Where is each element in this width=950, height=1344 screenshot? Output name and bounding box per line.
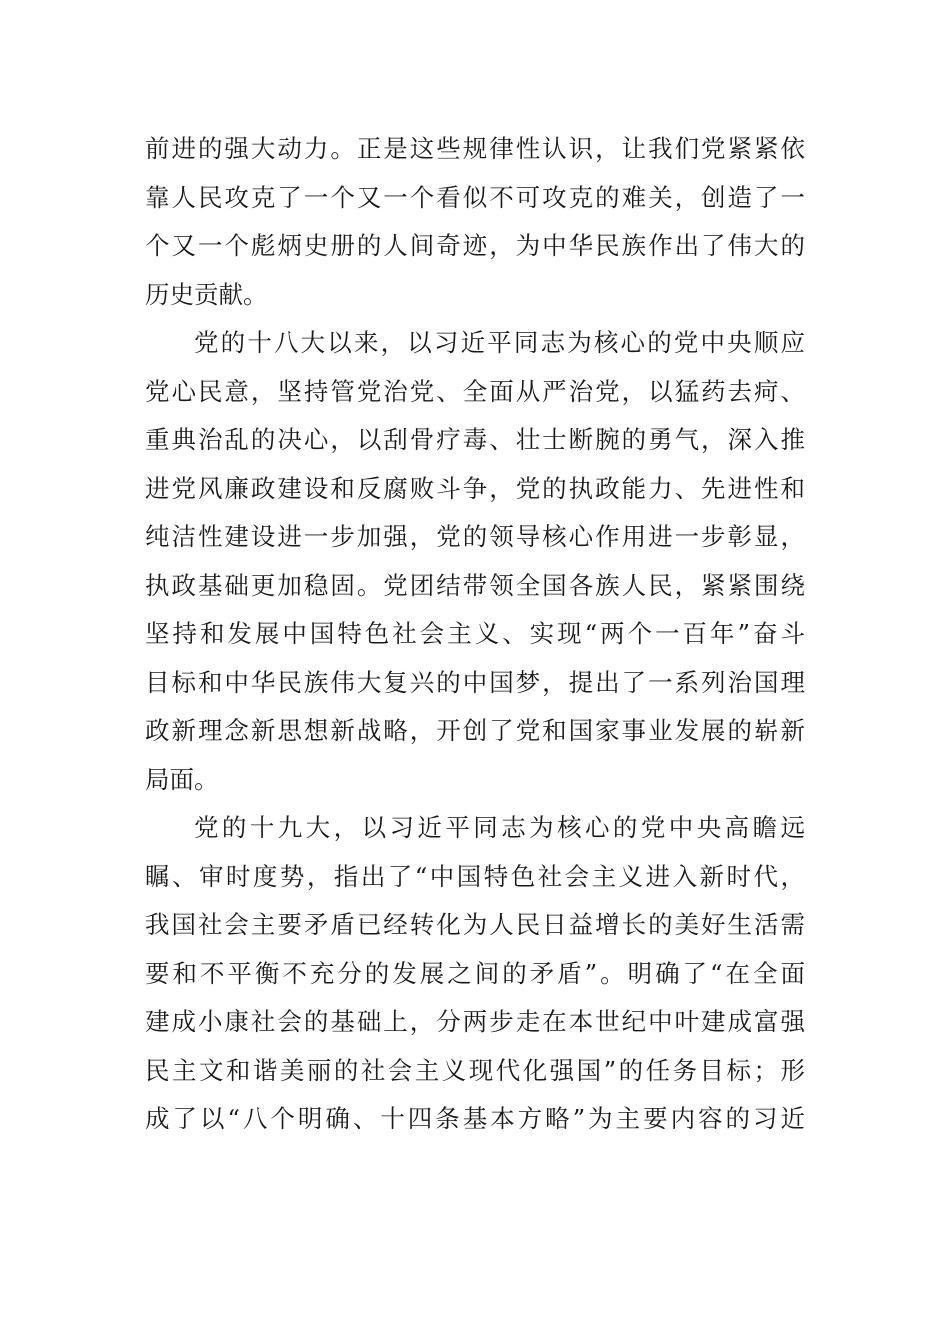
paragraph-2-line-6: 执政基础更加稳固。党团结带领全国各族人民，紧紧围绕 [145, 570, 805, 600]
paragraph-2-line-1: 党的十八大以来，以习近平同志为核心的党中央顺应 [194, 328, 805, 357]
paragraph-2-line-4: 进党风廉政建设和反腐败斗争，党的执政能力、先进性和 [145, 473, 805, 503]
paragraph-2-line-5: 纯洁性建设进一步加强，党的领导核心作用进一步彰显， [145, 522, 805, 551]
paragraph-1-line-1: 前进的强大动力。正是这些规律性认识，让我们党紧紧依 [145, 134, 805, 163]
paragraph-2-line-3: 重典治乱的决心，以刮骨疗毒、壮士断腕的勇气，深入推 [145, 425, 805, 454]
paragraph-1-line-4: 历史贡献。 [145, 279, 268, 309]
paragraph-1-line-2: 靠人民攻克了一个又一个看似不可攻克的难关，创造了一 [145, 182, 805, 212]
paragraph-3-line-7: 成了以“八个明确、十四条基本方略”为主要内容的习近 [145, 1104, 805, 1133]
paragraph-3-line-6: 民主文和谐美丽的社会主义现代化强国”的任务目标；形 [145, 1055, 805, 1085]
paragraph-2-line-10: 局面。 [145, 764, 219, 794]
paragraph-3-line-5: 建成小康社会的基础上，分两步走在本世纪中叶建成富强 [145, 1007, 805, 1036]
paragraph-3-line-2: 瞩、审时度势，指出了“中国特色社会主义进入新时代， [145, 861, 805, 891]
paragraph-3-line-1: 党的十九大，以习近平同志为核心的党中央高瞻远 [194, 813, 805, 842]
paragraph-3-line-4: 要和不平衡不充分的发展之间的矛盾”。明确了“在全面 [145, 958, 805, 988]
paragraph-2-line-9: 政新理念新思想新战略，开创了党和国家事业发展的崭新 [145, 716, 805, 745]
paragraph-1-line-3: 个又一个彪炳史册的人间奇迹，为中华民族作出了伟大的 [145, 231, 805, 260]
paragraph-2-line-8: 目标和中华民族伟大复兴的中国梦，提出了一系列治国理 [145, 667, 805, 697]
paragraph-3-line-3: 我国社会主要矛盾已经转化为人民日益增长的美好生活需 [145, 910, 805, 939]
paragraph-2-line-2: 党心民意，坚持管党治党、全面从严治党，以猛药去疴、 [145, 376, 805, 406]
paragraph-2-line-7: 坚持和发展中国特色社会主义、实现“两个一百年”奋斗 [145, 619, 805, 648]
body-text [145, 125, 805, 1144]
